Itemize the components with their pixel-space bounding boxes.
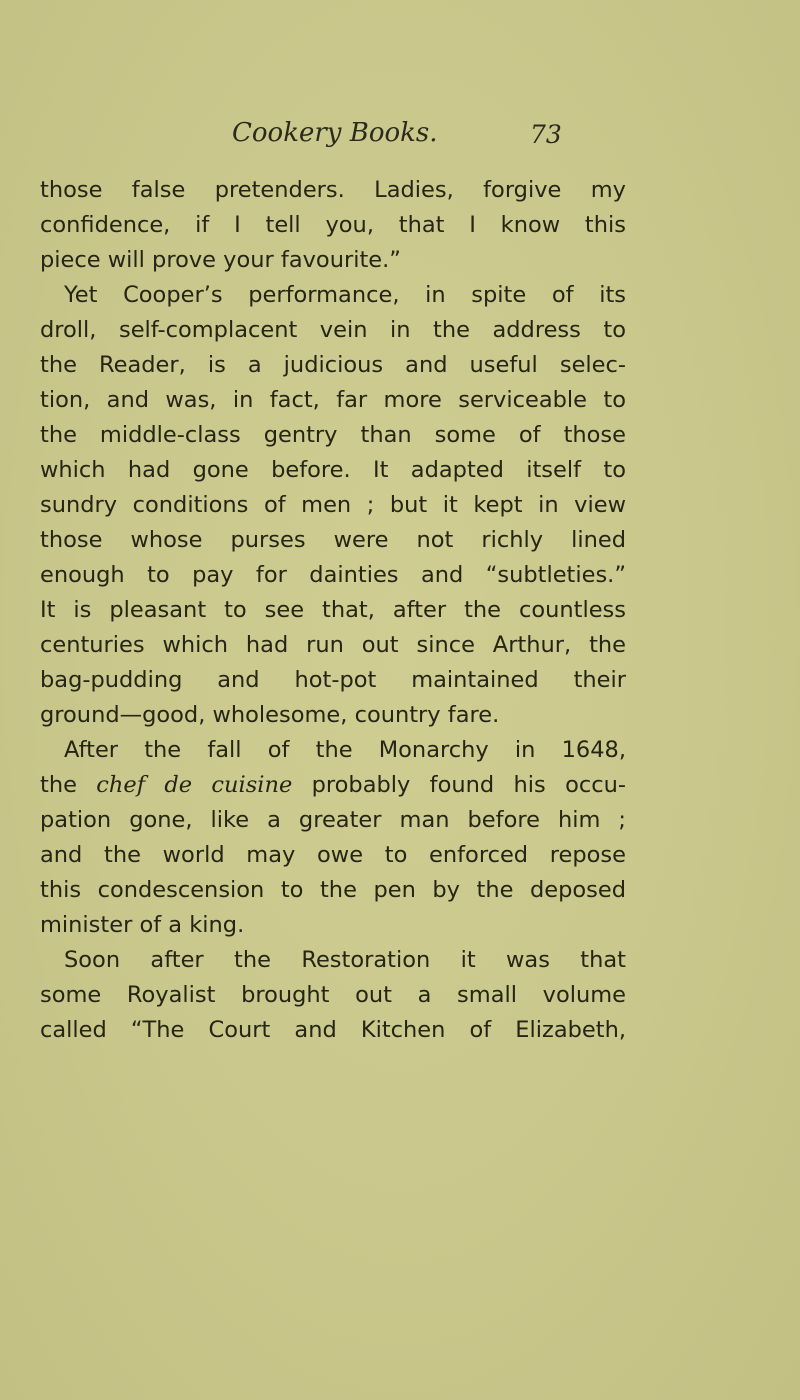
running-head: Cookery Books.: [232, 118, 438, 148]
text-line: and the world may owe to enforced repose: [40, 842, 626, 868]
text-line: the Reader, is a judicious and useful selec-: [40, 352, 626, 378]
body-text: [40, 173, 626, 1048]
text-line: confidence, if I tell you, that I know this: [40, 212, 626, 238]
text-line: It is pleasant to see that, after the countless: [40, 597, 626, 623]
text-run: probably found his occu-: [292, 772, 626, 798]
text-line: Soon after the Restoration it was that: [64, 947, 626, 973]
text-line: some Royalist brought out a small volume: [40, 982, 626, 1008]
text-line: ground—good, wholesome, country fare.: [40, 702, 500, 728]
text-line: After the fall of the Monarchy in 1648,: [64, 737, 626, 763]
page-header: [0, 118, 800, 158]
page-number: 73: [530, 120, 562, 149]
text-run: the: [40, 772, 97, 798]
text-line: bag-pudding and hot-pot maintained their: [40, 667, 626, 693]
text-line: Yet Cooper’s performance, in spite of its: [64, 282, 626, 308]
text-line: minister of a king.: [40, 912, 245, 938]
text-line: the middle-class gentry than some of those: [40, 422, 626, 448]
text-line: piece will prove your favourite.”: [40, 247, 401, 273]
text-line: those whose purses were not richly lined: [40, 527, 626, 553]
text-line: pation gone, like a greater man before him ;: [40, 807, 626, 833]
text-line: sundry conditions of men ; but it kept in view: [40, 492, 626, 518]
text-line: this condescension to the pen by the deposed: [40, 877, 626, 903]
text-line-mixed: [40, 768, 626, 803]
text-line: those false pretenders. Ladies, forgive my: [40, 177, 626, 203]
text-line: centuries which had run out since Arthur, the: [40, 632, 626, 658]
text-line: tion, and was, in fact, far more serviceable to: [40, 387, 626, 413]
text-line: droll, self-complacent vein in the address to: [40, 317, 626, 343]
text-line: which had gone before. It adapted itself to: [40, 457, 626, 483]
text-line: enough to pay for dainties and “subtleties.”: [40, 562, 626, 588]
italic-phrase: chef de cuisine: [96, 772, 293, 798]
text-line: called “The Court and Kitchen of Elizabeth,: [40, 1017, 626, 1043]
